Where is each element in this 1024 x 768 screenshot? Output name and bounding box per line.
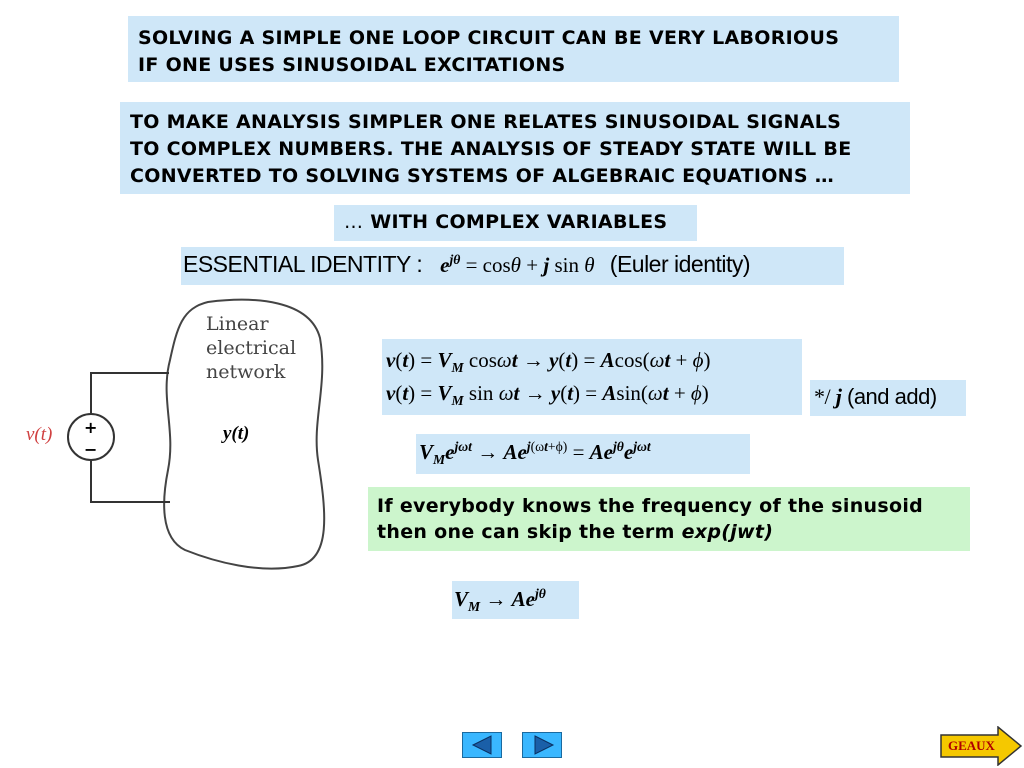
sine-equation: $v(t) = V_M$ sin ωt → y(t) = Asin(ωt + ϕ): [386, 381, 709, 409]
frequency-note-line-1: If everybody knows the frequency of the sinusoid: [377, 495, 924, 517]
title-box: [128, 16, 899, 82]
complex-variables-box: [334, 205, 697, 241]
title-line-1: SOLVING A SIMPLE ONE LOOP CIRCUIT CAN BE VERY LABORIOUS: [138, 27, 840, 49]
bottom-wire: [91, 460, 170, 502]
multiply-operator: */: [814, 384, 831, 409]
sinusoid-equations-box: [382, 339, 802, 415]
network-label-line-1: Linear: [206, 313, 269, 335]
phasor-equation-box: $V_Me^{j\omega t} \to Ae^{j(\omega t+\phi)} = Ae^{j\theta}e^{j\omega t}$: [416, 434, 750, 474]
euler-note: (Euler identity): [609, 251, 751, 277]
left-arrow-icon: [463, 733, 501, 757]
previous-slide-button[interactable]: [462, 732, 502, 758]
next-slide-button[interactable]: [522, 732, 562, 758]
analysis-line-3: CONVERTED TO SOLVING SYSTEMS OF ALGEBRAIC EQUATIONS …: [130, 165, 835, 187]
title-line-2: IF ONE USES SINUSOIDAL EXCITATIONS: [138, 54, 566, 76]
source-label: v(t): [26, 424, 53, 445]
analysis-box: [120, 102, 910, 194]
geaux-label: GEAUX: [948, 738, 995, 753]
network-label-line-2: electrical: [206, 337, 297, 359]
complex-variables-text: WITH COMPLEX VARIABLES: [370, 211, 668, 233]
circuit-diagram: [20, 290, 360, 580]
j-symbol: j: [835, 384, 842, 409]
voltage-source-plus: +: [84, 418, 98, 437]
network-label: [206, 312, 296, 384]
frequency-note-line-2: [377, 519, 970, 545]
right-arrow-icon: [523, 733, 561, 757]
output-label: y(t): [223, 423, 250, 444]
frequency-note-box: [368, 487, 970, 551]
cosine-equation: $v(t) = V_M$ cosωt → y(t) = Acos(ωt + ϕ): [386, 348, 711, 376]
ellipsis: …: [344, 211, 364, 233]
phasor-result-box: $V_M \to Ae^{j\theta}$: [452, 581, 579, 619]
voltage-source-minus: −: [84, 440, 98, 459]
frequency-note-term: exp(jwt): [681, 521, 774, 543]
euler-identity-box: [181, 247, 844, 285]
frequency-note-prefix: then one can skip the term: [377, 521, 682, 543]
top-wire: [91, 373, 169, 415]
analysis-line-1: TO MAKE ANALYSIS SIMPLER ONE RELATES SINUSOIDAL SIGNALS: [130, 111, 842, 133]
euler-equation: $e^{j\theta} = \cos\theta + j$ sin θ: [440, 252, 595, 277]
network-label-line-3: network: [206, 361, 286, 383]
analysis-line-2: TO COMPLEX NUMBERS. THE ANALYSIS OF STEADY STATE WILL BE: [130, 138, 852, 160]
multiply-j-note: [810, 380, 966, 416]
euler-label: ESSENTIAL IDENTITY :: [183, 251, 423, 277]
multiply-note-text: (and add): [847, 384, 937, 409]
geaux-button[interactable]: [940, 726, 1022, 766]
